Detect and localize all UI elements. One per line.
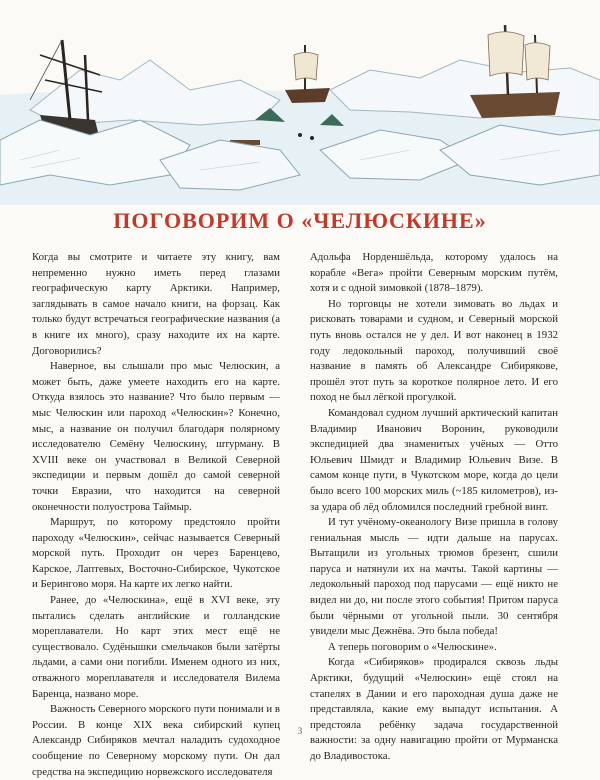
paragraph: Когда вы смотрите и читаете эту книгу, вам непременно нужно иметь перед глазами географическую карту Арктики. Например, заглядывать в самое начало книги, на форзац. Как только будут встречаться географические названия (а в книге их много), сразу находите их на карте. Договорились? [32, 251, 280, 357]
paragraph: Маршрут, по которому предстояло пройти пароходу «Челюскин», сейчас называется Северный морской путь. Проходит он через Баренцево, Карское, Лаптевых, Восточно-Сибирское, Чукотское и Берингово моря. На карте их легко найти. [32, 516, 280, 591]
paragraph: Когда «Сибиряков» продирался сквозь льды Арктики, будущий «Челюскин» ещё стоял на стапелях в Дании и его пароходная душа даже не представляла, какие ему выпадут испытания. А предстояла ребёнку задача государственной важности: за одну навигацию пройти от Мурманска до Владивостока. [310, 656, 558, 762]
text-column-right [310, 250, 558, 765]
paragraph: Наверное, вы слышали про мыс Челюскин, а может быть, даже умеете находить его на карте. Откуда взялось это название? Что было первым — мыс Челюскин или пароход «Челюскин»? Конечно, мыс, а название он получил благодаря полярному исследователю Семёну Челюскину, штурману. В XVIII веке он участвовал в Великой Северной экспедиции и первым дошёл до самой северной точки Евразии, что находится на северной оконечности полуострова Таймыр. [32, 360, 280, 513]
page-title: ПОГОВОРИМ О «ЧЕЛЮСКИНЕ» [113, 208, 487, 233]
paragraph: А теперь поговорим о «Челюскине». [328, 640, 497, 653]
text-column-left [32, 250, 280, 780]
paragraph: Но торговцы не хотели зимовать во льдах и рисковать товарами и судном, и Северный морской путь вновь остался не у дел. И вот наконец в 1932 году ледокольный пароход, получивший своё название в память об Александре Сибирякове, прошёл этот путь за короткое полярное лето. И его поход не был лёгкой прогулкой. [310, 297, 558, 404]
paragraph: И тут учёному-океанологу Визе пришла в голову гениальная мысль — идти дальше на парусах. Вытащили из угольных трюмов брезент, сшили паруса и натянули их на мачты. Такой картины — ледокольный пароход под парусами — ещё никто не видел ни до, ни после этого события! Притом паруса были чёрными от угольной пыли. 30 сентября увидели мыс Дежнёва. Это была победа! [310, 516, 558, 638]
paragraph: Важность Северного морского пути понимали и в России. В конце XIX века сибирский купец Александр Сибиряков мечтал наладить судоходное сообщение по Северному морскому пути. Он дал средства на экспедицию норвежского исследователя [32, 703, 280, 778]
paragraph: Адольфа Норденшёльда, которому удалось на корабле «Вега» пройти Северным морским путём, хотя и с одной зимовкой (1878–1879). [310, 251, 558, 295]
page-number: 3 [297, 726, 303, 736]
paragraph: Командовал судном лучший арктический капитан Владимир Иванович Воронин, руководили экспедицией два знаменитых учёных — Отто Юльевич Шмидт и Владимир Юльевич Визе. В самом конце пути, в Чукотском море, когда до цели было всего 100 морских миль (~185 километров), из-за удара об лёд обломился последний гребной винт. [310, 406, 558, 513]
arctic-ships-illustration [0, 0, 600, 205]
paragraph: Ранее, до «Челюскина», ещё в XVI веке, эту пытались сделать английские и голландские мореплаватели. Но карт этих мест ещё не существовало. Судёнышки смельчаков были затёрты льдами, а сами они погибли. Именем одного из них, отважного мореплавателя и исследователя Вилема Баренца, названо море. [32, 594, 280, 700]
